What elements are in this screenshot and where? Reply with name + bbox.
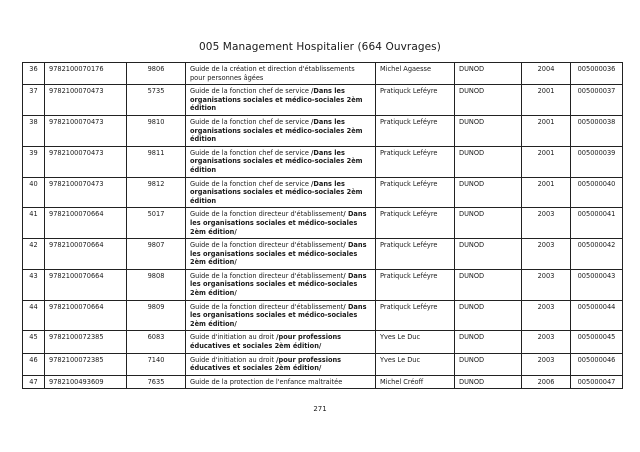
title-subtitle: / Dans les organisations sociales et médico-sociales 2èm édition/ [190,241,367,267]
author-cell: Pratiquck Leféyre [376,146,455,177]
code-cell: 005000037 [571,85,623,116]
isbn-cell: 9782100070473 [45,115,127,146]
title-main: Guide de la fonction directeur d'établissement [190,241,344,250]
title-main: Guide de la fonction chef de service [190,179,311,188]
title-subtitle: /Dans les organisations sociales et médico-sociales 2èm édition [190,148,363,174]
title-subtitle: /pour professions éducatives et sociales 2èm édition/ [190,355,342,373]
year-cell: 2003 [522,269,571,300]
year-cell: 2003 [522,239,571,270]
code-cell: 005000036 [571,63,623,85]
title-cell [186,375,376,389]
title-subtitle: / Dans les organisations sociales et médico-sociales 2èm édition/ [190,302,367,328]
code-cell: 005000045 [571,331,623,353]
inventory-cell: 7140 [127,353,186,375]
code-cell: 005000038 [571,115,623,146]
author-cell: Pratiquck Leféyre [376,239,455,270]
inventory-cell: 5017 [127,208,186,239]
author-cell: Yves Le Duc [376,331,455,353]
author-cell: Michel Créoff [376,375,455,389]
title-cell [186,63,376,85]
table-row [23,177,623,208]
table-row [23,269,623,300]
page-number: 271 [313,405,327,413]
row-number: 36 [23,63,45,85]
publisher-cell: DUNOD [455,331,522,353]
author-cell: Pratiquck Leféyre [376,208,455,239]
table-row [23,300,623,331]
code-cell: 005000047 [571,375,623,389]
title-subtitle: /Dans les organisations sociales et médico-sociales 2èm édition [190,87,363,113]
title-main: Guide de la fonction chef de service [190,148,311,157]
table-row [23,115,623,146]
publisher-cell: DUNOD [455,115,522,146]
title-main: Guide de la fonction directeur d'établissement [190,210,344,219]
table-row [23,146,623,177]
title-main: Guide de la fonction directeur d'établissement [190,271,344,280]
inventory-cell: 9808 [127,269,186,300]
isbn-cell: 9782100070473 [45,85,127,116]
isbn-cell: 9782100070473 [45,177,127,208]
row-number: 46 [23,353,45,375]
catalog-table [22,62,623,389]
author-cell: Pratiquck Leféyre [376,85,455,116]
publisher-cell: DUNOD [455,375,522,389]
author-cell: Pratiquck Leféyre [376,300,455,331]
author-cell: Yves Le Duc [376,353,455,375]
author-cell: Pratiquck Leféyre [376,115,455,146]
year-cell: 2006 [522,375,571,389]
table-row [23,353,623,375]
title-cell [186,331,376,353]
year-cell: 2003 [522,208,571,239]
table-row [23,331,623,353]
code-cell: 005000040 [571,177,623,208]
row-number: 38 [23,115,45,146]
year-cell: 2001 [522,146,571,177]
isbn-cell: 9782100070664 [45,239,127,270]
row-number: 39 [23,146,45,177]
title-subtitle: /pour professions éducatives et sociales 2èm édition/ [190,333,342,351]
publisher-cell: DUNOD [455,300,522,331]
isbn-cell: 9782100072385 [45,331,127,353]
isbn-cell: 9782100070664 [45,300,127,331]
inventory-cell: 9810 [127,115,186,146]
table-row [23,375,623,389]
title-cell [186,208,376,239]
year-cell: 2001 [522,177,571,208]
title-cell [186,269,376,300]
title-cell [186,115,376,146]
publisher-cell: DUNOD [455,146,522,177]
publisher-cell: DUNOD [455,85,522,116]
isbn-cell: 9782100072385 [45,353,127,375]
year-cell: 2001 [522,85,571,116]
author-cell: Michel Agaesse [376,63,455,85]
code-cell: 005000044 [571,300,623,331]
row-number: 43 [23,269,45,300]
title-cell [186,300,376,331]
inventory-cell: 6083 [127,331,186,353]
title-cell [186,177,376,208]
author-cell: Pratiquck Leféyre [376,177,455,208]
year-cell: 2003 [522,300,571,331]
code-cell: 005000041 [571,208,623,239]
year-cell: 2004 [522,63,571,85]
row-number: 37 [23,85,45,116]
table-body [23,63,623,389]
row-number: 47 [23,375,45,389]
inventory-cell: 9809 [127,300,186,331]
author-cell: Pratiquck Leféyre [376,269,455,300]
publisher-cell: DUNOD [455,177,522,208]
year-cell: 2003 [522,353,571,375]
publisher-cell: DUNOD [455,63,522,85]
title-cell [186,85,376,116]
code-cell: 005000043 [571,269,623,300]
title-main: Guide de la fonction chef de service [190,87,311,96]
title-cell [186,353,376,375]
year-cell: 2001 [522,115,571,146]
title-subtitle: /Dans les organisations sociales et médico-sociales 2èm édition [190,117,363,144]
title-main: Guide d'initiation au droit [190,355,277,364]
code-cell: 005000042 [571,239,623,270]
row-number: 40 [23,177,45,208]
code-cell: 005000039 [571,146,623,177]
isbn-cell: 9782100493609 [45,375,127,389]
row-number: 42 [23,239,45,270]
isbn-cell: 9782100070473 [45,146,127,177]
inventory-cell: 5735 [127,85,186,116]
title-main: Guide d'initiation au droit [190,333,277,342]
isbn-cell: 9782100070664 [45,208,127,239]
inventory-cell: 9806 [127,63,186,85]
publisher-cell: DUNOD [455,208,522,239]
table-row [23,239,623,270]
publisher-cell: DUNOD [455,353,522,375]
inventory-cell: 9812 [127,177,186,208]
title-subtitle: / Dans les organisations sociales et médico-sociales 2èm édition/ [190,210,367,236]
inventory-cell: 9807 [127,239,186,270]
title-main: Guide de la fonction directeur d'établissement [190,302,344,311]
publisher-cell: DUNOD [455,269,522,300]
title-subtitle: /Dans les organisations sociales et médico-sociales 2èm édition [190,179,363,205]
table-row [23,208,623,239]
isbn-cell: 9782100070664 [45,269,127,300]
code-cell: 005000046 [571,353,623,375]
table-row [23,85,623,116]
table-row [23,63,623,85]
title-subtitle: / Dans les organisations sociales et médico-sociales 2èm édition/ [190,271,367,298]
title-main: Guide de la fonction chef de service [190,117,311,126]
isbn-cell: 9782100070176 [45,63,127,85]
row-number: 45 [23,331,45,353]
title-cell [186,146,376,177]
row-number: 41 [23,208,45,239]
title-main: Guide de la protection de l'enfance maltraitée [190,377,343,386]
inventory-cell: 9811 [127,146,186,177]
title-main: Guide de la création et direction d'établissements pour personnes âgées [190,65,355,82]
publisher-cell: DUNOD [455,239,522,270]
page-title: 005 Management Hospitalier (664 Ouvrages) [199,41,441,53]
inventory-cell: 7635 [127,375,186,389]
title-cell [186,239,376,270]
row-number: 44 [23,300,45,331]
year-cell: 2003 [522,331,571,353]
